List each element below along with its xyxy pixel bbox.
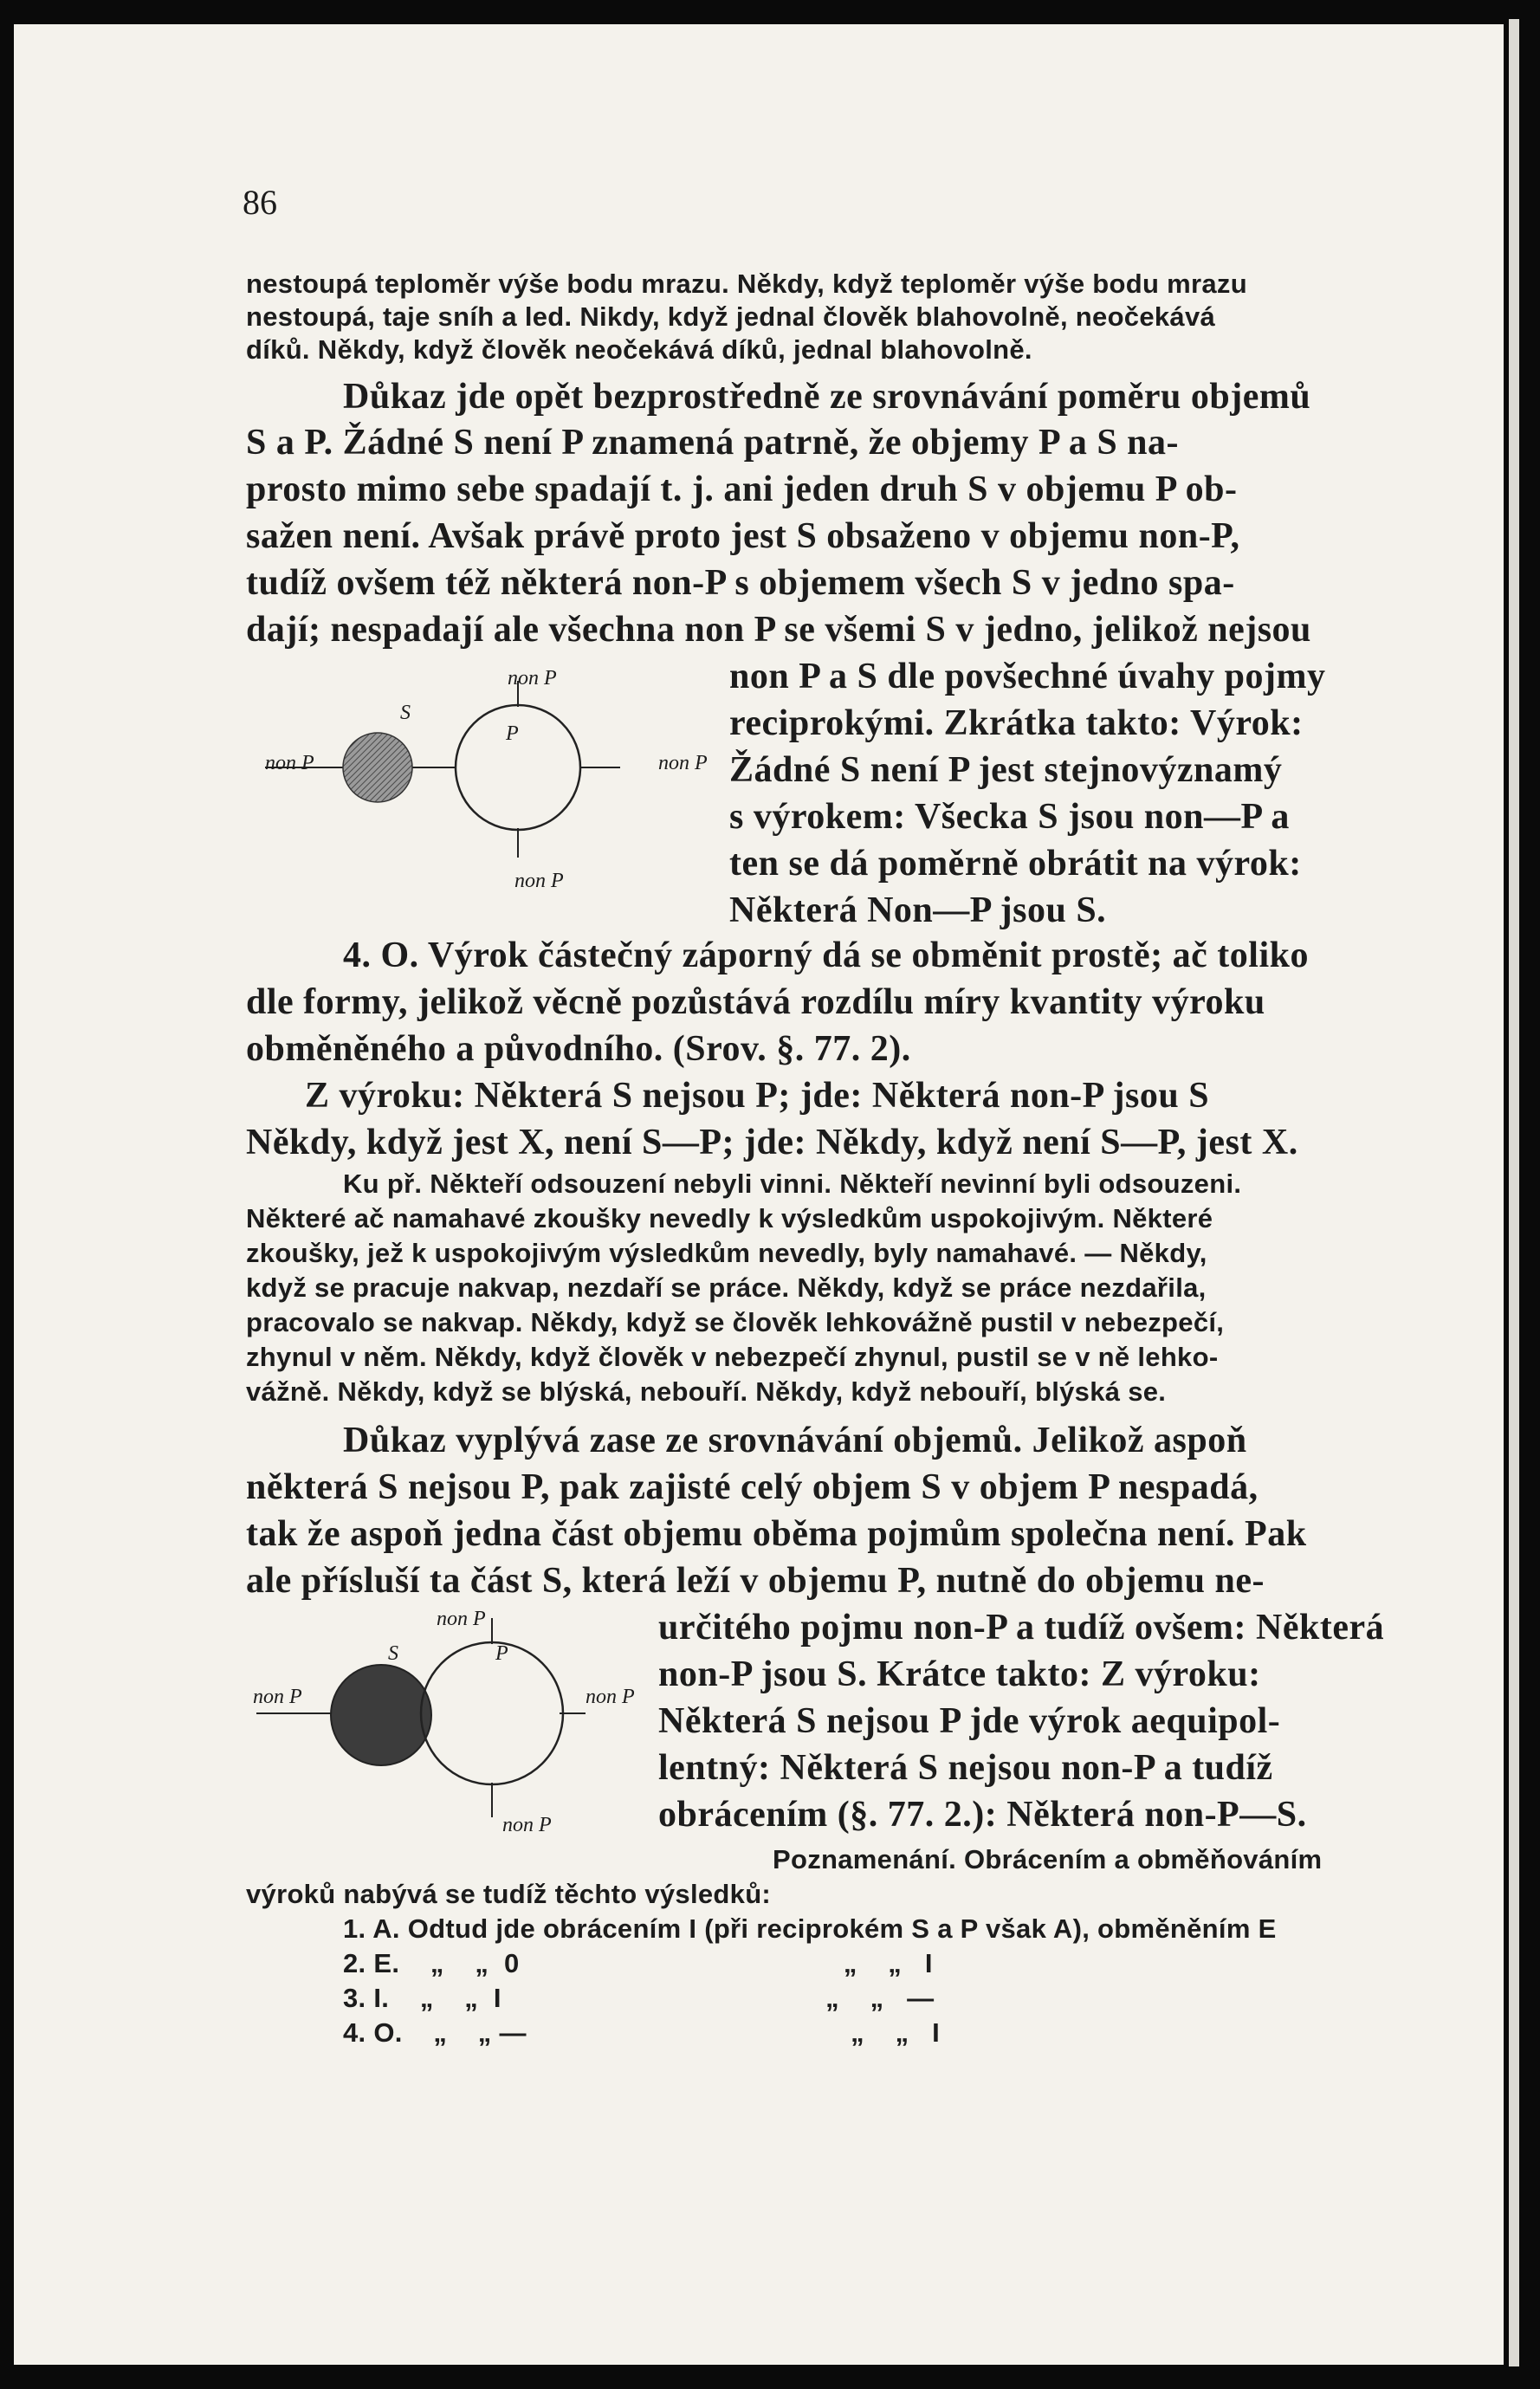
- text-line: non-P jsou S. Krátce takto: Z výroku:: [658, 1654, 1261, 1694]
- next-page-edge: [1509, 19, 1519, 2366]
- s-circle: [331, 1665, 431, 1765]
- text-line: zhynul v něm. Někdy, když člověk v nebezpečí zhynul, pustil se v ně lehko-: [246, 1342, 1219, 1372]
- text-line: Důkaz vyplývá zase ze srovnávání objemů. Jelikož aspoň: [343, 1421, 1247, 1460]
- text-line: tak že aspoň jedna část objemu oběma pojmům společna není. Pak: [246, 1514, 1307, 1554]
- text-line: zkoušky, jež k uspokojivým výsledkům nevedly, byly namahavé. — Někdy,: [246, 1238, 1207, 1268]
- text-line: 2. E. „ „ 0 „ „ I: [343, 1948, 933, 1978]
- book-page: [14, 24, 1504, 2365]
- fig1-label-bottom: non P: [514, 870, 564, 892]
- text-line: určitého pojmu non-P a tudíž ovšem: Některá: [658, 1608, 1385, 1648]
- text-line: prosto mimo sebe spadají t. j. ani jeden druh S v objemu P ob-: [246, 469, 1238, 509]
- text-line: když se pracuje nakvap, nezdaří se práce. Někdy, když se práce nezdařila,: [246, 1272, 1207, 1303]
- venn-diagram-disjoint: [248, 665, 715, 899]
- text-line: Některá Non—P jsou S.: [729, 890, 1107, 930]
- text-line: tudíž ovšem též některá non-P s objemem všech S v jedno spa-: [246, 563, 1235, 603]
- page-number: 86: [243, 183, 277, 222]
- text-line: Některé ač namahavé zkoušky nevedly k výsledkům uspokojivým. Některé: [246, 1203, 1213, 1233]
- p-circle: [421, 1642, 563, 1784]
- text-line: obrácením (§. 77. 2.): Některá non-P—S.: [658, 1795, 1307, 1835]
- fig2-label-top: non P: [437, 1608, 486, 1630]
- text-line: dají; nespadají ale všechna non P se všemi S v jedno, jelikož nejsou: [246, 610, 1311, 650]
- text-line: nestoupá, taje sníh a led. Nikdy, když jednal člověk blahovolně, neočekává: [246, 301, 1216, 332]
- venn-diagram-overlap: [248, 1609, 663, 1835]
- text-line: Někdy, když jest X, není S—P; jde: Někdy, když není S—P, jest X.: [246, 1123, 1298, 1162]
- fig1-label-right: non P: [658, 752, 708, 774]
- text-line: reciprokými. Zkrátka takto: Výrok:: [729, 703, 1304, 743]
- text-line: s výrokem: Všecka S jsou non—P a: [729, 797, 1290, 837]
- fig2-label-p: P: [495, 1642, 508, 1665]
- text-line: 1. A. Odtud jde obrácením I (při reciprokém S a P však A), obměněním E: [343, 1913, 1277, 1944]
- text-line: výroků nabývá se tudíž těchto výsledků:: [246, 1879, 772, 1909]
- text-line: nestoupá teploměr výše bodu mrazu. Někdy, když teploměr výše bodu mrazu: [246, 269, 1247, 299]
- fig1-label-p: P: [506, 722, 519, 745]
- fig1-label-s: S: [400, 702, 411, 724]
- text-line: Důkaz jde opět bezprostředně ze srovnávání poměru objemů: [343, 377, 1311, 417]
- s-circle: [343, 733, 412, 802]
- fig2-label-right: non P: [586, 1686, 635, 1708]
- text-line: sažen není. Avšak právě proto jest S obsaženo v objemu non-P,: [246, 516, 1240, 556]
- text-line: Poznamenání. Obrácením a obměňováním: [773, 1844, 1323, 1874]
- text-line: pracovalo se nakvap. Někdy, když se člověk lehkovážně pustil v nebezpečí,: [246, 1307, 1225, 1337]
- fig1-label-top: non P: [508, 667, 557, 690]
- text-line: některá S nejsou P, pak zajisté celý objem S v objem P nespadá,: [246, 1467, 1259, 1507]
- fig2-label-bottom: non P: [502, 1814, 552, 1836]
- text-line: obměněného a původního. (Srov. §. 77. 2).: [246, 1029, 911, 1069]
- fig1-label-left: non P: [265, 752, 314, 774]
- text-line: ale přísluší ta část S, která leží v objemu P, nutně do objemu ne-: [246, 1561, 1265, 1601]
- text-line: Ku př. Někteří odsouzení nebyli vinni. Někteří nevinní byli odsouzeni.: [343, 1169, 1242, 1199]
- fig2-label-left: non P: [253, 1686, 302, 1708]
- text-line: ten se dá poměrně obrátit na výrok:: [729, 844, 1302, 884]
- fig2-label-s: S: [388, 1642, 398, 1665]
- text-line: non P a S dle povšechné úvahy pojmy: [729, 657, 1326, 696]
- text-line: dle formy, jelikož věcně pozůstává rozdílu míry kvantity výroku: [246, 982, 1265, 1022]
- text-line: vážně. Někdy, když se blýská, nebouří. Někdy, když nebouří, blýská se.: [246, 1376, 1167, 1407]
- text-line: Z výroku: Některá S nejsou P; jde: Některá non-P jsou S: [305, 1076, 1210, 1116]
- text-line: Žádné S není P jest stejnovýznamý: [729, 750, 1283, 790]
- text-line: Některá S nejsou P jde výrok aequipol-: [658, 1701, 1281, 1741]
- text-line: 4. O. Výrok částečný záporný dá se obměnit prostě; ač toliko: [343, 936, 1309, 975]
- text-line: 3. I. „ „ I „ „ —: [343, 1983, 935, 2013]
- text-line: lentný: Některá S nejsou non-P a tudíž: [658, 1748, 1273, 1788]
- text-line: 4. O. „ „ — „ „ I: [343, 2017, 941, 2048]
- text-line: S a P. Žádné S není P znamená patrně, že objemy P a S na-: [246, 423, 1180, 463]
- text-line: díků. Někdy, když člověk neočekává díků, jednal blahovolně.: [246, 334, 1032, 365]
